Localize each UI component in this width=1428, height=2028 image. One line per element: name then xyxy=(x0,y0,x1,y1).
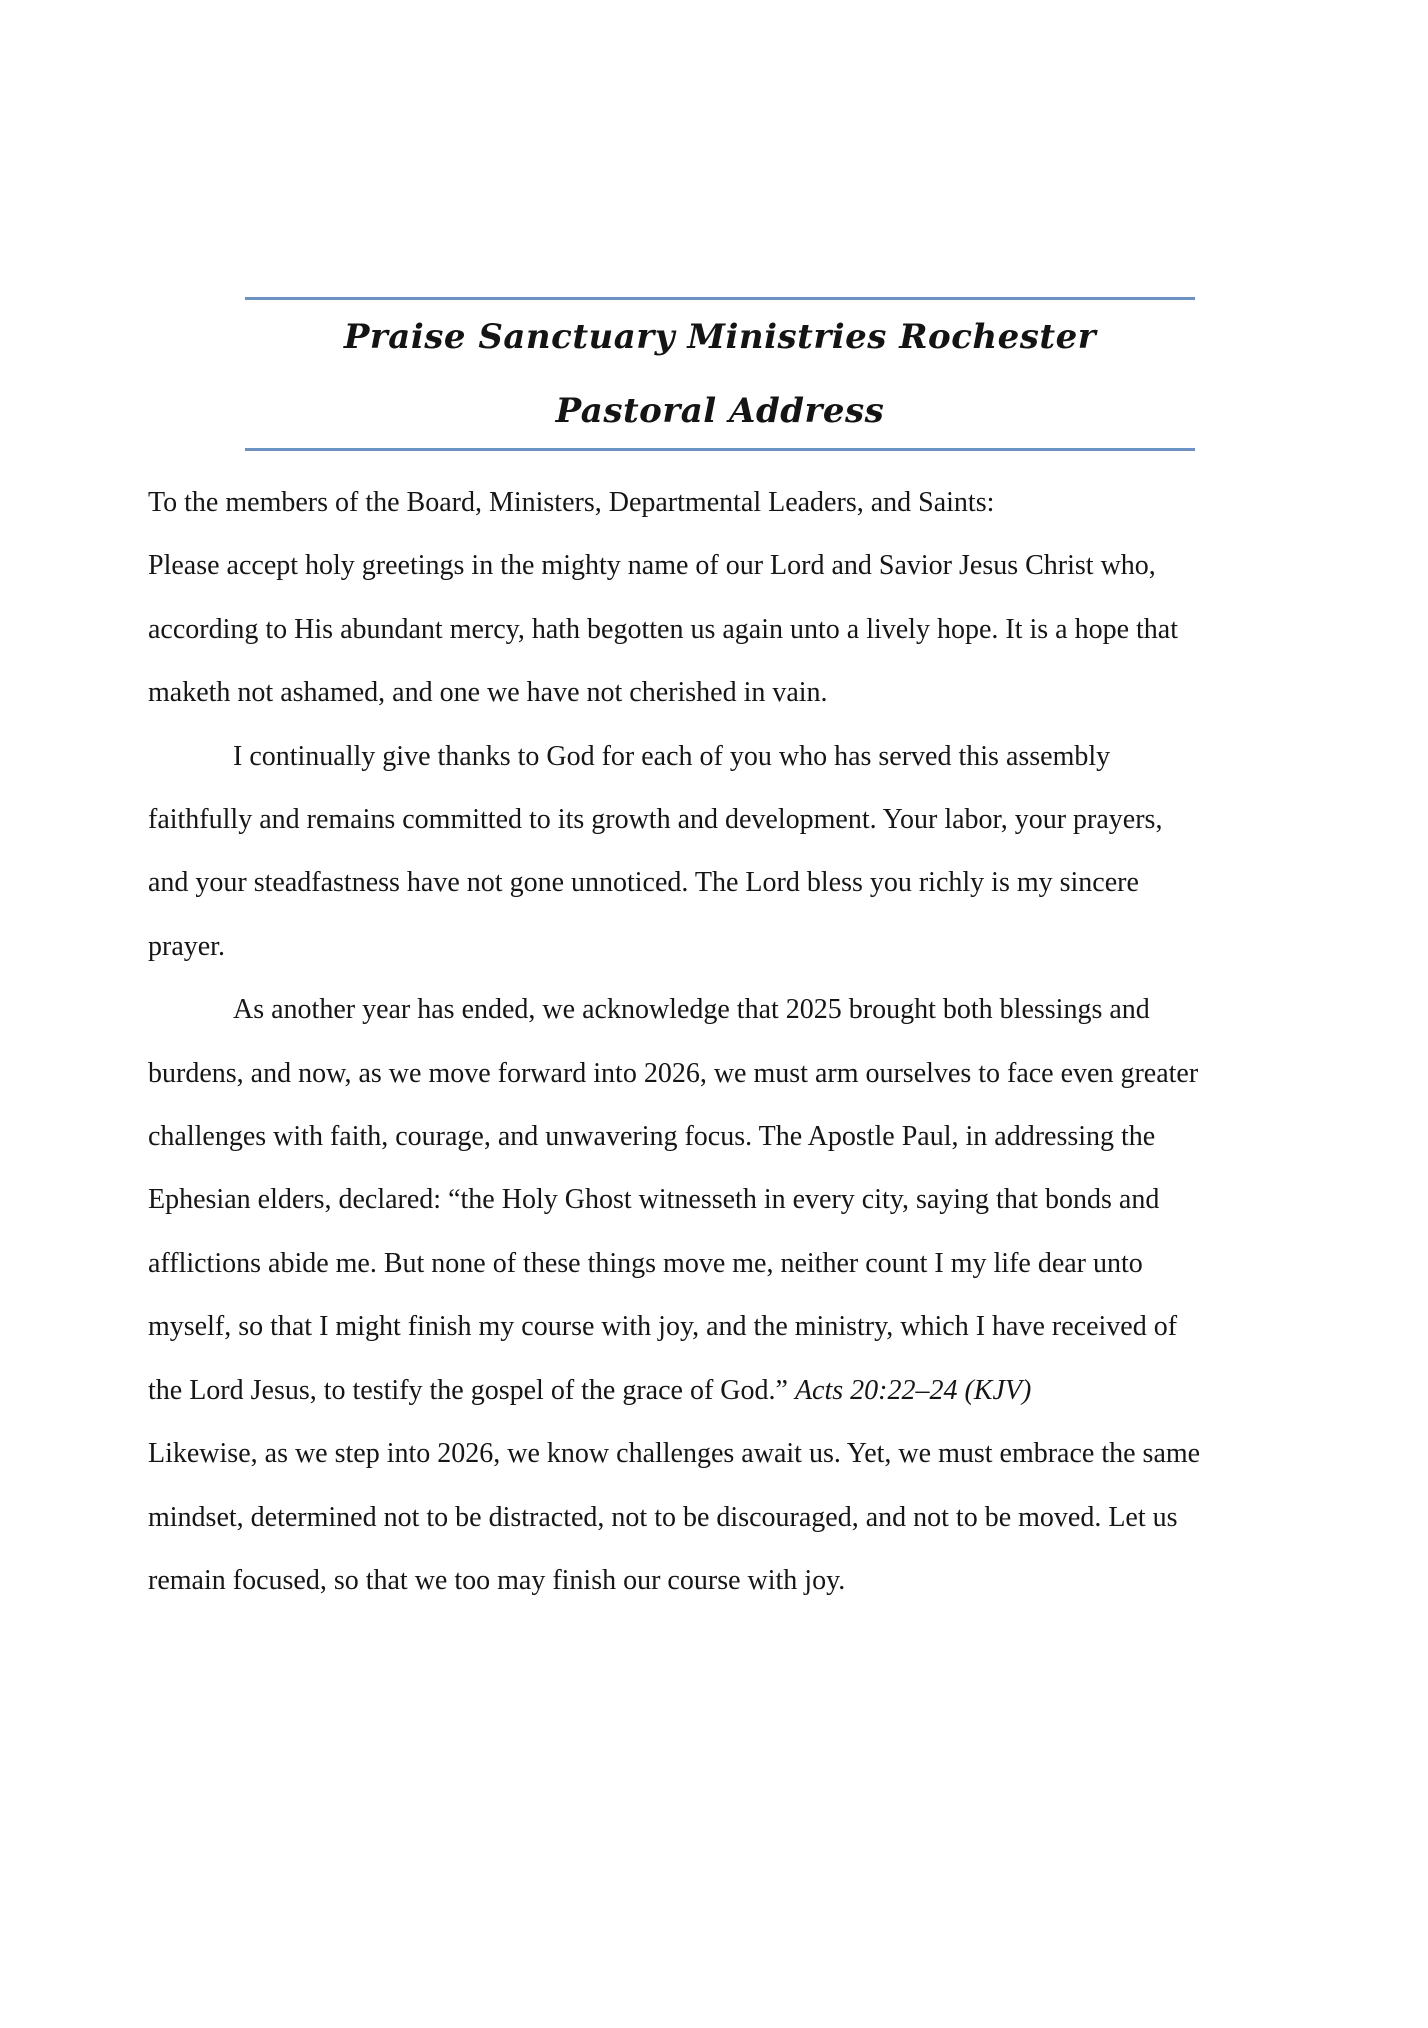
document-title: Praise Sanctuary Ministries Rochester xyxy=(343,317,1097,357)
title-rule-bottom xyxy=(245,448,1195,451)
text-line: Please accept holy greetings in the mighty name of our Lord and Savior Jesus Christ who, xyxy=(148,550,1156,582)
letter-body xyxy=(148,471,1338,1612)
text-line: challenges with faith, courage, and unwavering focus. The Apostle Paul, in addressing the xyxy=(148,1121,1156,1153)
text-line: remain focused, so that we too may finish our course with joy. xyxy=(148,1564,846,1596)
text-line: I continually give thanks to God for each of you who has served this assembly xyxy=(233,740,1111,772)
text-line: As another year has ended, we acknowledge that 2025 brought both blessings and xyxy=(233,994,1150,1026)
text-line: prayer. xyxy=(148,930,225,962)
text-line: Likewise, as we step into 2026, we know challenges await us. Yet, we must embrace the same xyxy=(148,1438,1201,1470)
text-line: faithfully and remains committed to its growth and development. Your labor, your prayers, xyxy=(148,804,1163,836)
scripture-reference: Acts 20:22–24 (KJV) xyxy=(794,1374,1032,1406)
text-line: myself, so that I might finish my course with joy, and the ministry, which I have received of xyxy=(148,1311,1178,1343)
text-line: and your steadfastness have not gone unnoticed. The Lord bless you richly is my sincere xyxy=(148,867,1139,899)
text-line: the Lord Jesus, to testify the gospel of the grace of God.” xyxy=(148,1374,795,1406)
salutation-line: To the members of the Board, Ministers, Departmental Leaders, and Saints: xyxy=(148,487,995,518)
text-line: Ephesian elders, declared: “the Holy Ghost witnesseth in every city, saying that bonds and xyxy=(148,1184,1160,1216)
text-line: maketh not ashamed, and one we have not cherished in vain. xyxy=(148,677,828,709)
text-line: burdens, and now, as we move forward into 2026, we must arm ourselves to face even greater xyxy=(148,1057,1199,1089)
title-block xyxy=(245,297,1195,451)
text-line: afflictions abide me. But none of these things move me, neither count I my life dear unto xyxy=(148,1247,1143,1279)
document-subtitle: Pastoral Address xyxy=(555,391,885,431)
text-line-with-citation xyxy=(148,1359,1338,1422)
text-line: mindset, determined not to be distracted, not to be discouraged, and not to be moved. Let us xyxy=(148,1501,1178,1533)
text-line: according to His abundant mercy, hath begotten us again unto a lively hope. It is a hope that xyxy=(148,613,1179,645)
